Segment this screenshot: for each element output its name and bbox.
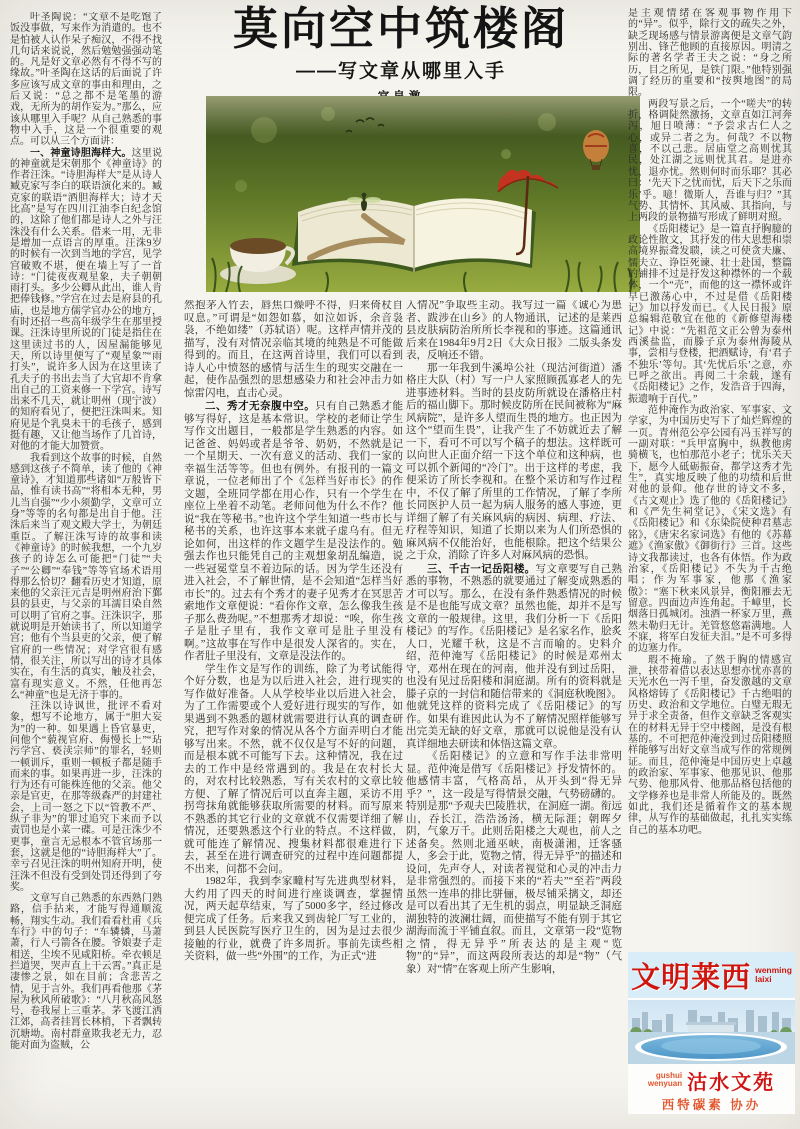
article-paragraph: 1982年，我到李家疃村写先进典型材料，大约用了四天的时间进行座谈调查，掌握情况，两天起草结束，写了5000多字，经过修改便完成了任务。后来我又到齿轮厂写工业的，到县人民医院写医疗卫生的，因为是过去很少接触的行业，就费了许多周折。事前先读些相关资料，做一些“外围”的工作，为正式“进 <box>184 876 403 962</box>
article-title: 莫向空中筑楼阁 <box>232 3 569 54</box>
article-paragraph: 《岳阳楼记》的立意和写作手法非常明显。范仲淹是借写《岳阳楼记》抒发情怀的。他感情丰富，气格高昂，从开头到“得无异乎？”，这一段是写得情景交融，气势磅礴的。特别是那“予观夫巴陵胜状，在洞庭一湖。衔远山，吞长江，浩浩汤汤，横无际涯；朝晖夕阴，气象万千。此则岳阳楼之大观也，前人之述备矣。然则北通巫峡，南极潇湘，迁客骚人，多会于此，览物之情，得无异乎”的描述和设问，先声夺人，对读者视觉和心灵的冲击力是非常强烈的。而接下来的“若夫”“至若”两段虽然一连串的排比骈俪，极尽铺采摛文，却还是可以看出其了无生机的弱点，明显缺乏洞庭湖独特的波澜壮阔，而使描写不能有别于其它湖海而流于平铺直叙。而且，文章第一段“览物之情，得无异乎”所表达的是主观“览物”的“异”，而这两段所表达的却是“物”（气象）对“情”在客观上所产生影响， <box>406 751 622 975</box>
promo-block <box>628 952 795 1114</box>
pavilion <box>688 1024 734 1032</box>
promo-photo <box>628 1000 795 1064</box>
article-header <box>168 4 634 94</box>
article-column-2 <box>184 300 403 1112</box>
open-book-illustration <box>206 96 640 292</box>
article-paragraph: 瑕不掩瑜。了然于胸的情感宣泄，挟带着借以表达思想亦忧亦喜的天光水色一泻千里，奋发激越的文章风格熔铸了《岳阳楼记》千古绝唱的历史、政治和文学地位。白璧无瑕无异于求全责备，但作文章缺乏客观实在的材料无异于空中楼阁，是没有根基的。不可把范仲淹没到过岳阳楼照样能够写出好文章当成写作的常规例证。而且，范仲淹是中国历史上卓越的政治家、军事家、他那见识、他那气势、他那风骨、他那品格包括他的文学修养也是非常人所能及的。既然如此，我们还是循着作文的基本规律，从写作的基础做起，扎扎实实练自己的基本功吧。 <box>628 654 792 836</box>
promo-sponsor: 西特碳素 协办 <box>661 1098 762 1112</box>
article-paragraph: 一、神童诗胆海样大。这里说的神童就是宋朝那个《神童诗》的作者汪洙。“诗胆海样大”是从诗人臧克家写李白的联语演化来的。臧克家的联语“酒胆海样大；诗才天比高”是写在四川江油李白纪念馆的，这除了他们都是诗人之外与汪洙没有什么关系。借来一用，无非是增加一点语言的厚重。汪洙9岁的时候有一次到当地的学宫，见学宫破败不堪，便在墙上写了一首诗：“门徒夜夜观星象，夫子朝朝雨打头。多少公卿从此出，谁人肯把俸钱修。”学宫在过去是府县的孔庙，也是地方儒学官办公的地方，有时还招一些高年级学生在那里授课。汪洙诗里所说的门徒是指住在这里读过书的人，因屋漏能够见天，所以诗里便写了“观星象”“雨打头”，说许多人因为在这里读了孔夫子的书出去当了大官却不肯拿出自己的工资来修一下学宫。诗写出来不几天，就让明州（现宁波）的知府看见了，便把汪洙叫来。知府见是个乳臭未干的毛孩子，感到挺有趣，又让他当场作了几首诗，对他的才能大加赞赏。 <box>10 147 162 453</box>
article-subtitle: ——写文章从哪里入手 <box>295 61 506 82</box>
article-column-4 <box>628 8 792 948</box>
article-column-3 <box>406 300 622 1112</box>
article-paragraph: 两段写景之后，一个“嗟夫”的转折，格调陡然激扬，文章直如江河奔泻，旭日喷薄：“予尝求古仁人之心，或异二者之为。何哉？不以物喜，不以己悲。居庙堂之高则忧其民，处江湖之远则忧其君。是进亦忧，退亦忧。然则何时而乐耶？其必曰：‘先天下之忧而忧，后天下之乐而乐’乎。噫！微斯人，吾谁与归？”其气势、其情怀、其风威、其指向，与上两段的景物描写形成了鲜明对照。 <box>628 98 792 224</box>
section-heading: 三、千古一记岳阳楼。 <box>427 562 536 575</box>
waterfront-photo <box>628 1000 795 1064</box>
article-paragraph: 是主观情绪在客观事物作用下的“异”。似乎，除行文的疏失之外，缺乏现场感与情景游离便是文章气韵别出、锋芒他顾的直接原因。明清之际的著名学者王夫之说：“身之所历，目之所见，是铁门限。”他特别强调了经历的重要和“按舆地图”的局限。 <box>628 8 792 99</box>
section-heading: 二、秀才无奈腹中空。 <box>205 400 316 412</box>
section-heading: 一、神童诗胆海样大。 <box>30 147 132 159</box>
promo-brand-band <box>628 952 795 998</box>
article-paragraph: 三、千古一记岳阳楼。写文章要写自己熟悉的事物，不熟悉的就要通过了解变成熟悉的才可以写。那么，在没有条件熟悉情况的时候是不是也能写成文章？虽然也能，却并不是写文章的一般规律。这里，我们分析一下《岳阳楼记》的写作。《岳阳楼记》是名家名作，脍炙人口，光耀千秋，这是不言而喻的。史料介绍，范仲淹写《岳阳楼记》的时候是邓州太守，邓州在现在的河南，他并没有到过岳阳，也没有见过岳阳楼和洞庭湖。所有的资料就是滕子京的一封信和随信带来的《洞庭秋晚图》。他就凭这样的资料完成了《岳阳楼记》的写作。如果有谁因此认为不了解情况照样能够写出完美无缺的好文章，那就可以说他是没有认真详细地去研读和体悟这篇文章。 <box>406 562 622 750</box>
promo-brand-title: 文明莱西 <box>631 961 752 994</box>
promo-brand-pinyin: wenming laixi <box>755 965 792 984</box>
promo-section-row <box>628 1066 795 1094</box>
promo-section-pinyin: gushui wenyuan <box>647 1070 683 1088</box>
article-paragraph: 我看到这个故事的时候，自然感到这孩子不简单，读了他的《神童诗》，才知道那些诸如“万般皆下品，惟有读书高”“将相本无种，男儿当自强”“少小须勤学，文章可立身”等等的名句都是出自于他。汪洙后来当了观文殿大学士，为朝廷重臣。了解汪洙写诗的故事和读《神童诗》的时候我想，一个九岁孩子的诗怎么可能把“门徒”“夫子”“公卿”“奉钱”等等官场术语用得那么恰切？翻看历史才知道，原来他的父亲汪元吉是明州府治下鄞县的县吏，与父亲的耳濡目染自然可以明了官府之事。汪洙识字，那就说明是开始读书了，所以知道学宫；他有个当县吏的父亲，便了解官府的一些情况；对学宫很有感情，很关注，所以写出的诗才具体实在，有生活的真实，触及社会，富有现实意义。不然，任他再怎么“神童”也是无济于事的。 <box>10 452 162 701</box>
article-paragraph: 范仲淹作为政治家、军事家、文学家，为中国历史写下了灿烂辉煌的一页。青州范公亭公园有冯玉祥写的一副对联：“兵甲富胸中，纵教他虏骑横飞，也怕那范小老子；忧乐关天下，愿今人砥砺振奋，都学这秀才先生”，真实地反映了他的功绩和后世对他的景仰。他存世的诗文不多，《古文观止》选了他的《岳阳楼记》和《严先生祠堂记》，《宋文选》有《岳阳楼记》和《东染院使种君墓志铭》，《唐宋名家词选》有他的《苏幕遮》《渔家傲》《御街行》三首。这些诗文我都读过，也各有体悟。作为政治家，《岳阳楼记》不失为千古绝唱；作为军事家，他那《渔家傲》：“塞下秋来风景异，衡阳雁去无留意。四面边声连角起。千嶂里，长烟落日孤城闭。浊酒一杯家万里，燕然未勒归无计。羌管悠悠霜满地。人不寐，将军白发征夫泪。”是不可多得的边塞力作。 <box>628 405 792 655</box>
article-paragraph: 汪洙以诗讽世，批评不看对象，想写不论地方，属于“胆大妄为”的一种。如果遇上昏官暴吏，问他个“藐视官府、侮慢长上”“玷污学宫、亵渎宗师”的罪名，轻则一顿训斥，重则一顿板子都是随手而来的事。如果再进一步，汪洙的行为还有可能株连他的父亲。他父亲是官吏，在那等级森严的封建社会，上司一怒之下以“管教不严、纵子非为”的罪过追究下来而予以责罚也是小菜一碟。可是汪洙少不更事，童言无忌根本不管官场那一套，这就是他的“诗胆海样大”了。幸亏召见汪洙的明州知府开明，使汪洙不但没有受到处罚还得到了夸奖。 <box>10 701 162 893</box>
article-paragraph: 文章写自己熟悉的东西熟门熟路，信手拈来，才能写得通顺流畅，翔实生动。我们看看杜甫《兵车行》中的句子：“车辚辚，马萧萧，行人弓箭各在腰。爷娘妻子走相送，尘埃不见咸阳桥。牵衣顿足拦道哭，哭声直上干云霄。”真正是凄惨之景，如在目前；含悲苦之情，见于言外。我们再看他那《茅屋为秋风所破歌》：“八月秋高风怒号，卷我屋上三重茅。茅飞渡江洒江郊，高者挂罥长林梢，下者飘转沉塘坳。南村群童欺我老无力，忍能对面为盗贼，公 <box>10 893 162 1052</box>
article-paragraph: 叶圣陶说：“文章不是吃饱了饭没事做，写来作为消遣的。也不是怕被人认作呆子痴汉，不得不找几句话来说说，然后勉勉强强动笔的。凡是好文章必然有不得不写的缘故。”叶圣陶在这话的后面说了许多应该写成文章的事由和理由，之后又说：“总之都不是笔墨的游戏，无所为的胡作妄为。”那么，应该从哪里入手呢？从自己熟悉的事物中入手，这是一个很重要的观点。可以从三个方面讲： <box>10 12 162 148</box>
article-paragraph: 《岳阳楼记》是一篇直抒胸臆的政论性散文，其抒发的伟大思想和崇高境界振聋发聩，读之可使贪夫廉、懦夫立、诤臣死谏、壮士赴国，整篇的铺排不过是抒发这种襟怀的一个载体，一个“壳”，而他的这一襟怀或许早已激荡心中，不过是借《岳阳楼记》加以抒发而已。《人民日报》原总编辑范敬宜在他的《新修望海楼记》中说：“先祖范文正公曾为泰州西溪盐监，而滕子京为泰州海陵从事，尝相与登楼，把酒赋诗，有‘君子不独乐’等句。其‘先忧后乐’之意，亦已呼之欲出。再阅二十余载，遂有《岳阳楼记》之作，发浩音于四海，振遗响于百代。” <box>628 223 792 405</box>
article-illustration <box>206 96 640 292</box>
article-paragraph: 二、秀才无奈腹中空。只有自己熟悉才能够写得好，这是基本常识。学校的老师让学生写作文出题目，一般都是学生熟悉的内容。如记爸爸、妈妈或者是爷爷、奶奶，不然就是记一个星期天、一次有意义的活动、我们一家的幸福生活等等。但也有例外。有报刊的一篇文章说，一位老师出了个《怎样当好市长》的作文题，全班同学都在用心作，只有一个学生在座位上坐着不动笔。老师问他为什么不作？他说“我在等秘书。”也许这个学生知道一些市长与秘书的关系，也许这事本来就子虚乌有。但无论如何，出这样的作文题学生是没法作的。勉强去作也只能凭自己的主观想象胡乱编造，说一些冠冕堂皇不着边际的话。因为学生还没有进入社会，不了解世情，是不会知道“怎样当好市长”的。过去有个秀才的妻子见秀才在冥思苦索地作文章便说：“看你作文章，怎么像我生孩子那么费劲呢。”不想那秀才却说：“唉，你生孩子是肚子里有，我作文章可是肚子里没有啊。”这故事在写作中是很发人深省的。实在，作者肚子里没有，文章是没法作的。 <box>184 400 403 662</box>
article-paragraph: 入情况”争取些主动。我写过一篇《诚心为患者、跋涉在山乡》的人物通讯，记述的是莱西县皮肤病防治所所长李视和的事迹。这篇通讯后来在1984年9月2日《大众日报》二版头条发表，反响还不错。 <box>406 300 622 361</box>
article-paragraph: 然抱茅入竹去，唇焦口燥呼不得，归来倚杖自叹息。”可谓是“如怨如慕，如泣如诉，余音袅袅，不绝如缕”（苏轼语）呢。这样声情并茂的描写，没有对情况亲临其境的纯熟是不可能做得到的。而且，在这两首诗里，我们可以看到诗人心中愤怒的感情与活生生的现实交融在一起，使作品强烈的思想感染力和社会冲击力如惊雷闪电，直击心灵。 <box>184 300 403 399</box>
article-paragraph: 学生作文是写作的训练，除了为考试能得个好分数，也是为以后进入社会，进行现实的写作做好准备。人从学校毕业以后进入社会，为了工作需要或个人爱好进行现实的写作，如果遇到不熟悉的题材就需要进行认真的调查研究，把写作对象的情况从各个方面弄明白才能够写出来。不然，就不仅仅是写不好的问题，而是根本就不可能写下去。这种情况，我在过去的工作中是经常遇到的。我是在农村长大的，对农村比较熟悉，写有关农村的文章比较方便、了解了情况后可以直奔主题，采访不用拐弯抹角就能够获取所需要的材料。而写原来不熟悉的其它行业的文章就不仅需要详细了解情况，还要熟悉这个行业的特点。不这样做，就可能连了解情况、搜集材料都很难进行下去，甚至在进行调查研究的过程中连问题都提不出来，问都不会问。 <box>184 663 403 875</box>
article-paragraph: 那一年我到牛溪埠公社（现沽河街道）潘格庄大队（村）写一户人家照顾孤寡老人的先进事迹材料。当时的县皮防所就设在潘格庄村后的福山脚下。那时候皮防所在民间被称为“麻风病院”，是许多人望而生畏的地方。也正因为这个“望而生畏”，让我产生了不妨就近去了解一下，看可不可以写个稿子的想法。这样既可以向世人正面介绍一下这个单位和这种病，也可以抓个新闻的“冷门”。出于这样的考虑，我便采访了所长李视和。在整个采访和写作过程中，不仅了解了所里的工作情况，了解了李所长同医护人员一起为病人服务的感人事迹，更详细了解了有关麻风病的病因、病理、疗法、疗程等知识，知道了长期以来为人们所恐惧的麻风病不仅能治好，也能根除。把这个结果公之于众，消除了许多人对麻风病的恐惧。 <box>406 362 622 561</box>
article-column-1 <box>10 12 162 1114</box>
promo-section-title: 沽水文苑 <box>687 1071 776 1094</box>
